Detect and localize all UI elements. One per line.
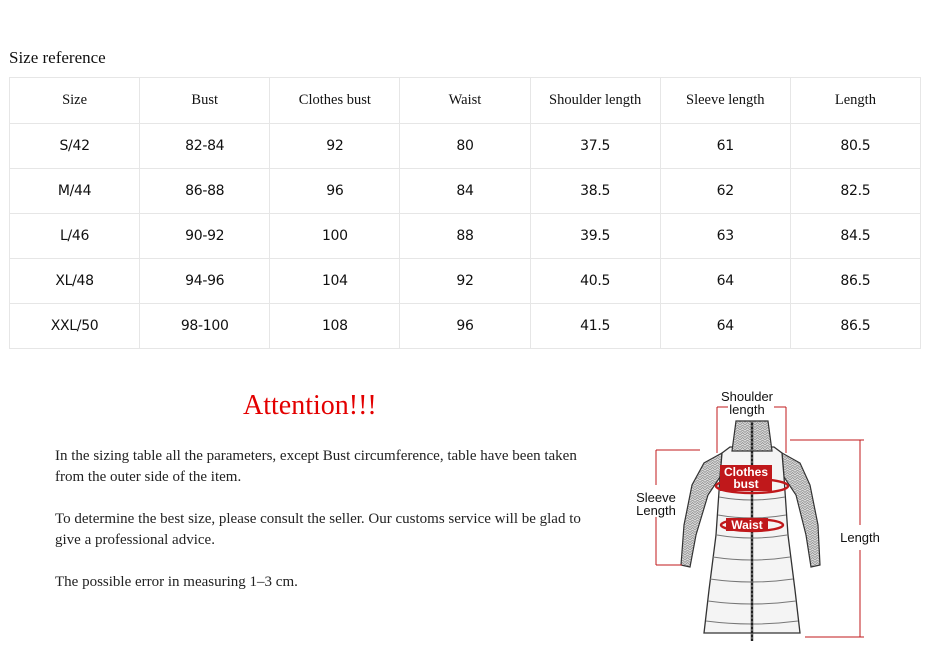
- cell-sleeve-length: 64: [660, 304, 790, 349]
- cell-waist: 96: [400, 304, 530, 349]
- cell-waist: 84: [400, 169, 530, 214]
- header-shoulder-length: Shoulder length: [530, 78, 660, 124]
- header-waist: Waist: [400, 78, 530, 124]
- cell-length: 82.5: [790, 169, 920, 214]
- header-clothes-bust: Clothes bust: [270, 78, 400, 124]
- note-measuring-error: The possible error in measuring 1–3 cm.: [55, 574, 298, 590]
- header-length: Length: [790, 78, 920, 124]
- clothes-bust-label-line2: bust: [733, 477, 759, 491]
- header-size: Size: [10, 78, 140, 124]
- cell-size: S/42: [10, 124, 140, 169]
- table-row: [10, 169, 921, 214]
- cell-clothes-bust: 96: [270, 169, 400, 214]
- cell-clothes-bust: 92: [270, 124, 400, 169]
- waist-label: Waist: [731, 518, 763, 532]
- cell-sleeve-length: 63: [660, 214, 790, 259]
- cell-bust: 82-84: [140, 124, 270, 169]
- cell-length: 86.5: [790, 259, 920, 304]
- cell-size: XL/48: [10, 259, 140, 304]
- table-header-row: [10, 78, 921, 124]
- cell-length: 80.5: [790, 124, 920, 169]
- cell-shoulder-length: 39.5: [530, 214, 660, 259]
- header-bust: Bust: [140, 78, 270, 124]
- cell-sleeve-length: 62: [660, 169, 790, 214]
- cell-bust: 86-88: [140, 169, 270, 214]
- cell-sleeve-length: 64: [660, 259, 790, 304]
- note-outer-side: In the sizing table all the parameters, except Bust circumference, table have been taken from the outer side of the item.: [55, 448, 577, 485]
- cell-size: M/44: [10, 169, 140, 214]
- cell-waist: 88: [400, 214, 530, 259]
- cell-size: XXL/50: [10, 304, 140, 349]
- cell-size: L/46: [10, 214, 140, 259]
- coat-measurement-diagram: [620, 385, 900, 647]
- cell-shoulder-length: 37.5: [530, 124, 660, 169]
- cell-clothes-bust: 100: [270, 214, 400, 259]
- page-title: Size reference: [9, 48, 106, 67]
- size-table: [9, 77, 921, 349]
- cell-shoulder-length: 38.5: [530, 169, 660, 214]
- cell-bust: 90-92: [140, 214, 270, 259]
- table-row: [10, 124, 921, 169]
- table-row: [10, 259, 921, 304]
- length-label: Length: [840, 530, 880, 545]
- sleeve-label-line1: Sleeve: [636, 490, 676, 505]
- cell-shoulder-length: 41.5: [530, 304, 660, 349]
- cell-waist: 80: [400, 124, 530, 169]
- cell-sleeve-length: 61: [660, 124, 790, 169]
- cell-clothes-bust: 108: [270, 304, 400, 349]
- table-row: [10, 214, 921, 259]
- sleeve-label-line2: Length: [636, 503, 676, 518]
- cell-waist: 92: [400, 259, 530, 304]
- shoulder-label-line1: Shoulder: [720, 389, 774, 404]
- cell-length: 86.5: [790, 304, 920, 349]
- attention-heading: Attention!!!: [243, 390, 377, 421]
- header-sleeve-length: Sleeve length: [660, 78, 790, 124]
- cell-bust: 98-100: [140, 304, 270, 349]
- clothes-bust-label-line1: Clothes: [723, 465, 768, 479]
- cell-clothes-bust: 104: [270, 259, 400, 304]
- cell-bust: 94-96: [140, 259, 270, 304]
- cell-shoulder-length: 40.5: [530, 259, 660, 304]
- note-consult-seller: To determine the best size, please consult the seller. Our customs service will be glad to give a professional advice.: [55, 511, 581, 548]
- table-row: [10, 304, 921, 349]
- cell-length: 84.5: [790, 214, 920, 259]
- shoulder-label-line2: length: [729, 402, 765, 417]
